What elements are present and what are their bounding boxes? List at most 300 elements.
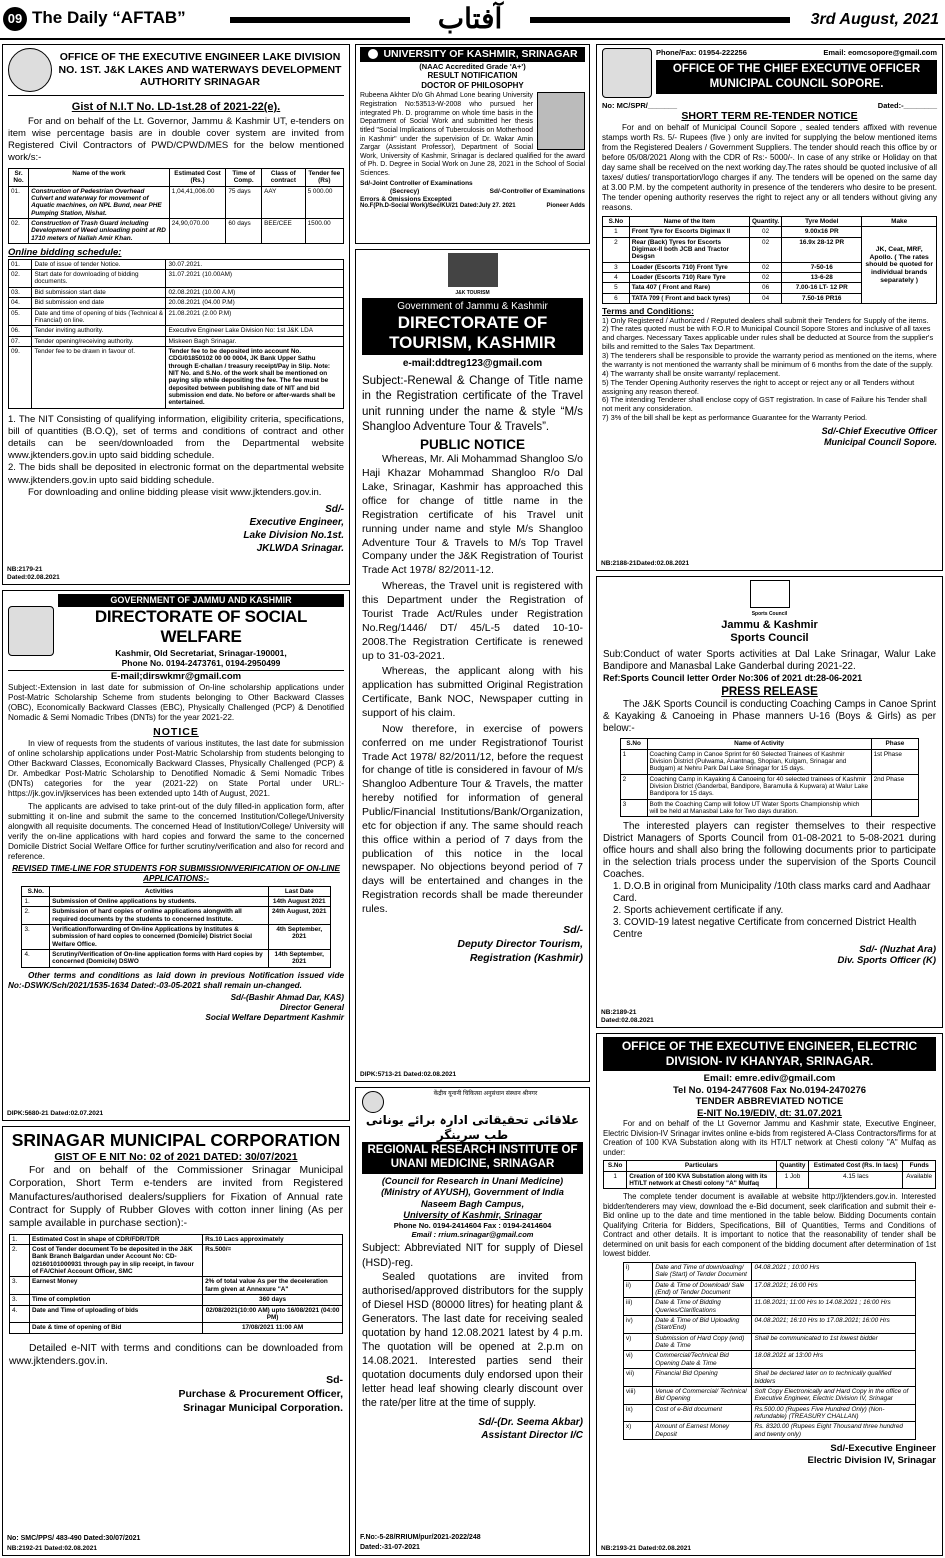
table-row [623,1369,915,1387]
table-cell: Tender fee to be drawn in favour of. [32,346,166,408]
table-header: Name of Activity [647,739,871,749]
table-cell: Commercial/Technical Bid Opening Date & Time [653,1351,752,1369]
ministry-name: (Ministry of AYUSH), Government of India [381,1187,564,1198]
table-cell: Financial Bid Opening [653,1369,752,1387]
table-header: Sr. No. [9,168,29,186]
table-cell: 3 [620,799,647,817]
table-cell: 1 Job [776,1171,809,1189]
lake-division-tender-ad [2,44,350,585]
university-title-bar [360,47,585,62]
notice-body: For and on behalf of Municipal Council Sopore , sealed tenders affixed with revenue stamps worth Rs. 5/- Rupees (five ) only are invited for supplying the below mentioned items from the Registered Dealers / Government Suppliers. The tender should reach this office by or before 05/08/2021 Along with the CDR of Rs:- 5000/-. In case of any strike or Holiday on that day same shall be received on the next working day.The rates should be quoted inclusive of all taxes/ duties/ transportation/logo charges if any. The tenders will be opened on the same day at 3.00 P.M. by the competent authority in presence of the tenderers who desire to be present. The tender opening authority reserves the right to reject any or all tenders without giving any reasons. [602,122,937,212]
table-row [10,1245,343,1277]
table-cell: Date & Time of Bidding Queries/Clarifications [653,1298,752,1316]
table-cell: 02.08.2021 (10.00 A.M) [166,287,344,297]
terms-list [602,317,937,424]
table-cell: Miskeen Bagh Srinagar. [166,336,344,346]
table-cell: vi) [623,1351,652,1369]
signature-line: Sd/-(Dr. Seema Akbar) [478,1417,583,1429]
signature-line: Executive Engineer, [249,516,344,528]
council-title-line-2: Sports Council [730,632,809,645]
office-email: Email: emre.ediv@gmail.com [703,1073,836,1084]
table-row [22,896,330,906]
urdu-name: علاقائی تحقیقاتی ادارہ برائے یونانی طب سرینگر [365,1113,580,1142]
table-cell: 04.08.2021 ; 10:00 Hrs [752,1262,916,1280]
ref-row [602,101,937,110]
ad-reference-number: DIPK:5680-21 Dated:02.07.2021 [7,1110,104,1118]
jk-emblem-icon [8,606,54,656]
table-cell: 2 [603,237,630,262]
table-cell: 20.08.2021 (04.00 P.M) [166,298,344,308]
table-cell: 09. [9,346,32,408]
table-cell: Loader (Escorts 710) Front Tyre [629,262,749,272]
table-row [623,1280,915,1298]
term-item: 3) The tenderers shall be responsible to provide the warranty period as mentioned on the items, where the warranty is not mentioned the warranty shall be minimum of 6 months from the date of the supply. [602,351,937,369]
directorate-name: DIRECTORATE OF SOCIAL WELFARE [94,606,308,647]
works-table [8,168,344,244]
table-cell: vii) [623,1369,652,1387]
table-cell: Bid submission start date [32,287,166,297]
gist-heading: Gist of N.I.T No. LD-1st.28 of 2021-22(e). [71,101,281,113]
table-row [623,1404,915,1422]
table-cell: 7.00-16 LT- 12 PR [782,283,862,293]
file-date: Dated:-31-07-2021 [360,1544,420,1552]
paragraph-1: In view of requests from the students of various institutes, the last date for submission of online scholarship applications under Post-Matric Scholarship from students belonging to Other Backward Classes, Economically Backward Classes, Physically Challenged (PCP) & Dr. Ambedkar Post-Matric Scholarship to Denotified Nomadic & Semi Nomadic Tribes (DNTs) categories for the year (2021-22) on State Portal under URL:- https://jk.gov.in/jkservices has been extended upto 14th of August, 2021. [8,738,344,798]
table-row [9,298,344,308]
table-cell: viii) [623,1386,652,1404]
table-cell: 06. [9,326,32,336]
timeline-table [21,886,330,968]
table-cell: 02/08/2021(10:00 AM) upto 16/08/2021 (04:00 PM) [203,1305,343,1323]
table-cell: 1. [22,896,50,906]
table-cell: Tender fee to be deposited into account No. CDG/01850102 00 00 0004, JK Bank Upper Sathu through E-challan / treasury receipt/Pay in Slip. Note: NIT No. and S.No. of the work shall be mentioned on paying slip while depositing the fee. The fee must be deposited between publishing date of NIT and bid submission end date. No before or after-wards shall be entertained. [166,346,344,408]
table-cell: Date & Time of Bid Uploading (Start/End) [653,1316,752,1334]
signature-line: Sd/-Chief Executive Officer [821,426,937,437]
table-cell: Rs.500/= [203,1245,343,1277]
paragraph-4: Now therefore, in exercise of powers conferred on me under Registrationof Tourist Trade Act 1978/ 82/2011/12, before the request for change of title is considered in favour of M/s Shangloo Adbenture Tour & Travels, the matter hereby notified for information of general Public/Financial Institutions/Bank/Organization, etc for objection if any. The same should reach this office within a period of 7 days from the publication of this notice in the local newspaper. No objections beyond period of 7 days will be entertained and changes in the Registration records shall be made thereunder rules. [362,722,583,915]
table-cell: Coaching Camp in Canoe Sprint for 60 Selected Trainees of Kashmir Division District (Pulwama, Anantnag, Shopian, Kulgam, Srinagar and Budgam) at Nehru Park Dal Lake Srinagar for 15 days. [647,749,871,774]
table-cell: Submission of Hard Copy (end) Date & Time [653,1333,752,1351]
institute-email: Email : rrium.srinagar@gmail.com [411,1230,534,1240]
table-header: S.No [603,216,630,226]
table-cell: iii) [623,1298,652,1316]
table-cell: Shall be declared later on to technically qualified bidders [752,1369,916,1387]
table-cell: 02 [749,237,781,262]
table-header: Quantity. [749,216,781,226]
table-row [10,1277,343,1295]
table-cell: Front Tyre for Escorts Digimax II [629,227,749,237]
table-header: Phase [871,739,919,749]
table-cell: TATA 709 ( Front and back tyres) [629,293,749,303]
signature-line: Sd/- [325,503,344,515]
table-cell: 2 [620,774,647,799]
table-row [9,219,344,244]
signature-line: Sd- [326,1374,343,1387]
note-2: 2. The bids shall be deposited in electronic format on the departmental website www.jktenders.gov.in upto said bidding schedule. [8,462,344,486]
table-cell: 04 [749,293,781,303]
unani-medicine-institute-ad [355,1087,590,1556]
order-number: No: SMC/PPS/ 483-490 Dated:30/07/2021 [7,1535,141,1543]
email: Email: eomcsopore@gmail.com [823,48,937,57]
table-cell: 07. [9,336,32,346]
table-cell: 17/08/2021 11:00 AM [203,1323,343,1333]
table-cell: 02. [9,219,29,244]
issue-date: 3rd August, 2021 [810,11,939,28]
page-number: 09 [3,7,27,31]
subject-line: Sub:Conduct of water Sports activities at Dal Lake Srinagar, Walur Lake Bandipore and Manasbal Lake Ganderbal during 2021-22. [603,648,936,672]
intro-paragraph: The J&K Sports Council is conducting Coaching Camps in Canoe Sprint & Kayaking & Canoeing in Phase manners U-16 (Boys & Girls) as per below:- [603,699,936,735]
press-release-heading: PRESS RELEASE [721,686,818,699]
signature-line: Electric Division IV, Srinagar [807,1454,936,1466]
table-cell: 14th August 2021 [268,896,330,906]
table-cell: Verification/forwarding of On-line Applications by Institutes & submission of hard copies to concerned (Domicile) District Social Welfare Office. [50,924,269,949]
table-cell: Submission of Online applications by students. [50,896,269,906]
term-item: 7) 3% of the bill shall be kept as performance Guarantee for the Warranty Period. [602,413,868,423]
table-header: Particulars [627,1161,776,1171]
table-cell: 24,90,070.00 [169,219,226,244]
table-cell: 75 days [226,186,262,218]
subject-line: Subject:-Renewal & Change of Title name in the Registration certificate of the Travel unit running under the name & style “M/s Shangloo Adventure Tour & Travels”. [362,375,583,433]
table-cell: 03. [9,287,32,297]
council-title-line-1: Jammu & Kashmir [721,618,818,631]
table-cell: 04. [9,298,32,308]
signature-block [362,1416,583,1442]
campus-name: Naseem Bagh Campus, [420,1198,525,1209]
table-cell: Coaching Camp in Kayaking & Canoeing for 40 selected trainees of Kashmir Division District (Ganderbal, Bandipore, Baramulla & Kupwara) at Walur Lake Bandipora for 15 days. [647,774,871,799]
table-header: Make [862,216,937,226]
signature-block [9,1374,343,1415]
table-cell: AAY [262,186,306,218]
table-header: Last Date [268,886,330,896]
table-cell: 5 [603,283,630,293]
paper-name: The Daily “AFTAB” [32,8,186,27]
table-row [9,308,344,326]
table-row [9,186,344,218]
table-cell: 1 [620,749,647,774]
university-seal-icon [367,48,379,60]
corporation-title: SRINAGAR MUNICIPAL CORPORATION [11,1130,341,1150]
table-cell: Cost of Tender document To be deposited in the J&K Bank Branch Balgardan under Account No: CD-02160101000931 through pay in slip receipt, in favour of FA/Chief Account Officer, SMC [29,1245,202,1277]
notice-heading: SHORT TERM RE-TENDER NOTICE [681,110,858,123]
table-cell: 02 [749,262,781,272]
notice-heading: NOTICE [153,726,199,739]
ref-no: No: MC/SPR/_______ [602,101,678,110]
timeline-heading: REVISED TIME-LINE FOR STUDENTS FOR SUBMISSION/VERIFICATION OF ON-LINE APPLICATIONS:- [12,863,340,883]
table-cell: Estimated Cost in shape of CDR/FDR/TDR [29,1234,202,1244]
table-cell: 02. [9,270,32,288]
table-cell: Loader (Escorts 710) Rare Tyre [629,273,749,283]
table-cell: Soft Copy Electronically and Hard Copy in the office of Executive Engineer, Electric Division IV, Srinagar [752,1386,916,1404]
table-cell: 1. [10,1234,30,1244]
table-row [22,924,330,949]
ad-header [602,48,937,98]
secrecy-label: (Secrecy) [390,187,420,195]
table-header-row [620,739,919,749]
institute-logo-icon [362,1091,384,1113]
table-cell: 4 [603,273,630,283]
office-title: OFFICE OF THE CHIEF EXECUTIVE OFFICER MUNICIPAL COUNCIL SOPORE. [656,60,937,94]
download-paragraph: Detailed e-NIT with terms and conditions can be downloaded from www.jktenders.gov.in. [9,1342,343,1367]
make-cell: JK, Ceat, MRF, Apollo. ( The rates should be quoted for individual brands separately ) [862,227,937,304]
table-cell: 3 [603,262,630,272]
gist-heading: GIST OF E NIT No: 02 of 2021 DATED: 30/07/2021 [54,1151,298,1163]
table-header: Funds [903,1161,936,1171]
table-cell: 01. [9,259,32,269]
paragraph-3: Other terms and conditions as laid down in previous Notification issued vide No:-DSWK/Sch/2021/1535-1634 Dated:-03-05-2021 shall remain un-changed. [8,970,344,990]
signature-line: Purchase & Procurement Officer, [178,1388,343,1401]
table-header-row [604,1161,936,1171]
ref-date: Dated:-________ [877,101,937,110]
table-header: Tyre Model [782,216,862,226]
table-header: S.No [604,1161,627,1171]
institute-title: REGIONAL RESEARCH INSTITUTE OF UNANI MEDICINE, SRINAGAR [362,1142,583,1174]
terms-heading: Terms and Conditions: [602,306,694,317]
table-cell: Available [903,1171,936,1189]
table-cell: 06 [749,283,781,293]
signature-line: Sd/-(Bashir Ahmad Dar, KAS) [230,992,344,1002]
table-cell: Rear (Back) Tyres for Escorts Digimax-II both JCB and Tractor Desgsn [629,237,749,262]
notification-text: Rubeena Akhter D/o Gh Ahmad Lone bearing University Registration No:53513-W-2008 who pursued her integrated Ph. D. programme on whole time basis in the Department of Social Work and submitted her thesis titled "Social Implications of Tuberculosis on Motherhood in Kashmir" under the supervision of Dr. Wakar Amin Zargar (Assistant Professor), Department of Social Work, University of Kashmir, Srinagar is declared qualified for the award of Ph. D. Degree in Social Work on June 28, 2021 in the School of Social Sciences. [360,92,585,178]
table-cell: 1,04,41,006.00 [169,186,226,218]
signature-line: JKLWDA Srinagar. [256,542,344,554]
ad-reference-number: DIPK:5713-21 Dated:02.08.2021 [360,1071,457,1079]
municipal-council-sopore-ad [596,44,943,571]
document-item: 3. COVID-19 latest negative Certificate from concerned District Health Centre [613,916,917,940]
table-cell: Tender inviting authority. [32,326,166,336]
directorate-name: DIRECTORATE OF TOURISM, KASHMIR [389,313,556,352]
table-cell: 3. [10,1277,30,1295]
srinagar-municipal-corporation-ad [2,1126,350,1556]
signature-line: Sd/- (Nuzhat Ara) [859,943,936,955]
table-cell: 02 [749,273,781,283]
signature-line: Director General [279,1002,344,1012]
naac-grade: (NAAC Accredited Grade 'A+') [419,61,526,71]
newspaper-logo: آفتاب [437,2,503,35]
table-header: Estimated Cost (Rs.) [169,168,226,186]
coaching-camps-table [620,738,920,817]
signature-line: Lake Division No.1st. [243,529,344,541]
paragraph-3: Whereas, the applicant along with his application has submitted Original Registration Certificate, Bank NOC, Newspaper cutting in support of his claim. [362,665,583,719]
table-row [22,950,330,968]
table-header-row [603,216,937,226]
joint-controller-signature: Sd/-Joint Controller of Examinations [360,179,473,187]
header-rule-right [530,17,790,23]
signature-row-2 [360,188,585,196]
notification-title: RESULT NOTIFICATION [427,70,518,80]
table-cell: 2nd Phase [871,774,919,799]
note-3: For downloading and online bidding please visit www.jktenders.gov.in. [28,486,322,498]
table-cell: 6 [603,293,630,303]
quotation-paragraph: Sealed quotations are invited from authorised/approved distributors for the supply of Diesel HSD (80000 litres) for heating plant & Generators. The last date for receiving sealed quotation by hand 12.08.2021 latest by 4 p.m. The quotation will be opened at 2.p.m on 14.08.2021. Interested parties send their quotation documents duly endorsed upon their letter head leaf showing clearly discount over the rate/per litre at the time of supply. [362,1270,583,1410]
phone-fax: Phone/Fax: 01954-222256 [656,48,747,57]
table-cell: v) [623,1333,652,1351]
header-rule-left [230,17,410,23]
tender-details-table [9,1234,343,1334]
sports-council-logo-icon [750,580,790,608]
signature-block [603,944,936,967]
table-row [10,1295,343,1305]
table-row [9,346,344,408]
table-row [9,259,344,269]
signature-block [603,1443,936,1466]
table-cell: Construction of Pedestrian Overhead Culvert and waterway for movement of Aquatic machines, on NPL Bund, near PHE Pumping Station, Nishat. [29,186,170,218]
signature-block [8,993,344,1023]
table-cell: Date & Time of Download/ Sale (End) of Tender Document [653,1280,752,1298]
table-row [9,287,344,297]
table-row [9,270,344,288]
tender-schedule-table [623,1262,916,1440]
table-cell: 11.08.2021; 11:00 Hrs to 14.08.2021 ; 16:00 Hrs [752,1298,916,1316]
table-cell: 5 000.00 [305,186,343,218]
table-row [620,774,919,799]
table-cell: 1500.00 [305,219,343,244]
lawda-emblem-icon [8,48,52,92]
government-name: Government of Jammu & Kashmir [397,300,548,312]
office-phone: Tel No. 0194-2477608 Fax No.0194-2470276 [672,1084,867,1096]
table-cell: Date and Time of downloading/ Sale (Start) of Tender Document [653,1262,752,1280]
paragraph-2: Whereas, the Travel unit is registered with this Department under the Registration of Tourist Trade Act/Rules under Registration No.Reg/1446/ DT/ 45/L-5 dated 10-10-2008.The Registration Certificate is renewed up to 31-03-2021. [362,580,583,662]
table-cell: 14th September, 2021 [268,950,330,968]
notification-body-wrap [360,92,585,178]
tourism-title-bar [362,298,583,355]
sports-council-logo-label: Sports Council [751,610,788,617]
table-cell: Date & time of opening of Bid [29,1323,202,1333]
table-cell: Scrutiny/Verification of On-line application forms with Hard copies by concerned (Domicile) DSWO [50,950,269,968]
signature-block [602,426,937,448]
table-cell: Venue of Commercial/ Technical Bid Opening [653,1386,752,1404]
table-cell: Amount of Earnest Money Deposit [653,1422,752,1440]
table-cell: Cost of e-Bid document [653,1404,752,1422]
table-cell: 16.9x 28-12 PR [782,237,862,262]
table-cell: 2. [22,907,50,925]
signature-line: Div. Sports Officer (K) [837,955,936,967]
table-header: Time of Comp. [226,168,262,186]
ad-reference-number: NB:2179-21 Dated:02.08.2021 [7,566,60,582]
government-name: GOVERNMENT OF JAMMU AND KASHMIR [58,594,344,607]
table-cell: Executive Engineer Lake Division No: 1st J&K LDA [166,326,344,336]
controller-signature: Sd/-Controller of Examinations [489,187,585,195]
table-row [603,227,937,237]
term-item: 1) Only Registered / Authorized / Reputed dealers shall submit their Tenders for Supply of the items. [602,315,929,325]
signature-block [362,923,583,966]
table-cell: 3. [10,1295,30,1305]
intro-paragraph: For and on behalf of the Lt Governor Jammu and Kashmir state, Executive Engineer, Electric Division-IV Srinagar invites online e-bids from registered A-Class Contractors/firms for at Creation of 100 KVA Substation along with its HT/LT network at Chesti colony "A" Mulfaq as under: [603,1119,936,1157]
table-cell: Construction of Trash Guard including Development of Weed unloading point at RD 1710 meters of Nallah Amir Khan. [29,219,170,244]
tender-body: The complete tender document is available at website http://jktenders.gov.in. Interested bidder/tenderers may view, download the e-Bid document, seek clarification and submit their e-Bid online up to the date and time mentioned in the table below. Bidding Documents contain Qualifying Criteria for Bidders, Specifications, Bill of Quantities, Terms and Conditions of Contract and other details. It is important to notice that the reasonability of tender shall be determined on unit basis for each component of the bidding document after determination of 1st lowest bidder. [603,1192,936,1259]
reference-row [360,203,585,210]
table-cell: 13-6-28 [782,273,862,283]
university-name: UNIVERSITY OF KASHMIR, SRINAGAR [383,48,578,60]
table-row [623,1262,915,1280]
table-row [9,326,344,336]
table-cell: i) [623,1262,652,1280]
electric-division-tender-ad [596,1033,943,1556]
table-cell: Tata 407 ( Front and Rare) [629,283,749,293]
signature-block [8,503,344,555]
table-row [623,1316,915,1334]
ad-title: OFFICE OF THE EXECUTIVE ENGINEER LAKE DIVISION NO. 1ST. J&K LAKES AND WATERWAYS DEVELOPMENT AUTHORITY SRINAGAR [58,51,342,89]
table-cell: Date and Time of uploading of bids [29,1305,202,1323]
table-cell: 7-50-16 [782,262,862,272]
ad-reference-number: NB:2189-21 Dated:02.08.2021 [601,1009,654,1025]
ad-reference-number: NB:2193-21 Dated:02.08.2021 [601,1545,691,1553]
table-cell: 7.50-16 PR16 [782,293,862,303]
social-welfare-notice-ad [2,590,350,1121]
signature-line: Sd/-Executive Engineer [830,1443,936,1455]
ad-reference-number: NB:2188-21Dated:02.08.2021 [601,560,690,568]
intro-paragraph: For and on behalf of the Lt. Governor, Jammu & Kashmir UT, e-tenders on item wise percentage basis are in double cover system are invited from Registered Civil Contractors of PWD/CPWD/MES for the below mentioned work/s:- [8,116,344,164]
table-cell: 1 [604,1171,627,1189]
table-row [10,1323,343,1333]
table-header: Name of the Item [629,216,749,226]
table-row [620,749,919,774]
signature-line: Srinagar Municipal Corporation. [183,1401,343,1414]
table-cell: 4.15 lacs [809,1171,903,1189]
table-header-row [9,168,344,186]
table-cell: Shall be communicated to 1st lowest bidder [752,1333,916,1351]
jk-tourism-logo-icon [448,253,498,287]
directorate-address: Kashmir, Old Secretariat, Srinagar-190001, [115,647,287,658]
reference-line: Ref:Sports Council letter Order No:306 of 2021 dt:28-06-2021 [603,672,863,683]
table-cell: Time of completion [29,1295,202,1305]
ad-header [8,594,344,668]
table-header: Class of contract [262,168,306,186]
table-header-row [22,886,330,896]
table-cell: 3. [22,924,50,949]
paragraph-1: Whereas, Mr. Ali Mohammad Shangloo S/o Haji Khazar Mohammad Shangloo R/o Dal Lake, Srinagar, Kashmir has approached this office for change of tittle name in the Registration certificate of his Travel unit running under name and style M/s Shangloo Adventure Tour & Travels to M/s Top Travel Company under the J&K Registration of Tourist Trade Act 1978/ 82/2011-12. [362,453,583,577]
schedule-heading: Online bidding schedule: [8,247,122,259]
errors-excepted: Errors & Omissions Excepted [360,195,452,203]
table-cell: Earnest Money [29,1277,202,1295]
subject-line: Subject:-Extension in last date for submission of On-line scholarship applications under Post-Matric Scholarship Scheme from students belonging to Other Backward Classes (OBC), Economically Backward Classes (EBC), Physically Challenged (PCP) & Denotified Nomadic & Semi Nomadic Tribes (DNTs) for the year 2021-22. [8,683,344,723]
table-cell: 60 days [226,219,262,244]
signature-line: Sd/- [563,923,583,936]
notice-heading: TENDER ABBREVIATED NOTICE [695,1096,844,1108]
table-header: S.No [620,739,647,749]
table-row [10,1305,343,1323]
term-item: 4) The warranty shall be onsite warranty/ replacement. [602,368,781,378]
ad-reference-number: NB:2192-21 Dated:02.08.2021 [7,1545,97,1553]
table-cell: BEE/CEE [262,219,306,244]
table-cell: Both the Coaching Camp will follow UT Water Sports Championship which will be held at Manasbal Lake for Two days duration. [647,799,871,817]
table-row [604,1171,936,1189]
table-header: Activities [50,886,269,896]
table-cell [871,799,919,817]
subject-line: Subject: Abbreviated NIT for supply of Diesel (HSD)-reg. [362,1242,583,1269]
bidding-schedule-table [8,259,344,409]
table-cell: 1st Phase [871,749,919,774]
table-cell: ii) [623,1280,652,1298]
table-cell: Rs.500.00 (Rupees Five Hundred Only) (Non-refundable) (TREASURY CHALLAN) [752,1404,916,1422]
table-row [620,799,919,817]
table-cell: 21.08.2021 (2.00 P.M) [166,308,344,326]
document-item: 1. D.O.B in original from Municipality /10th class marks card and Aadhaar Card. [613,881,931,905]
term-item: 2) The rates quoted must be with F.O.R to Municipal Council Sopore Stores and inclusive of all taxes and charges. Necessary Taxes applicable under rules shall be deducted at Source from the supplier's bills and remitted to the Sales Tax Department. [602,324,934,352]
intro-paragraph: For and on behalf of the Commissioner Srinagar Municipal Corporation, Short Term e-tenders are invited from Registered Manufactures/authorised dealers/suppliers for Fixation of Annual rate Contract for Supply of Rubber Gloves with cotton inner lining (As per sample available in purchase section):- [9,1164,343,1230]
signature-line: Municipal Council Sopore. [823,437,937,447]
table-cell: 30.07.2021. [166,259,344,269]
table-cell: 05. [9,308,32,326]
table-row [623,1351,915,1369]
enit-number: E-NIT No.19/EDIV, dt: 31.07.2021 [697,1107,842,1119]
table-cell: ix) [623,1404,652,1422]
table-row [623,1298,915,1316]
table-cell: Bid submission end date [32,298,166,308]
office-title: OFFICE OF THE EXECUTIVE ENGINEER, ELECTRIC DIVISION- IV KHANYAR, SRINAGAR. [603,1037,936,1071]
ad-header [8,48,344,96]
table-cell: x) [623,1422,652,1440]
table-header: Name of the work [29,168,170,186]
table-cell: 360 days [203,1295,343,1305]
